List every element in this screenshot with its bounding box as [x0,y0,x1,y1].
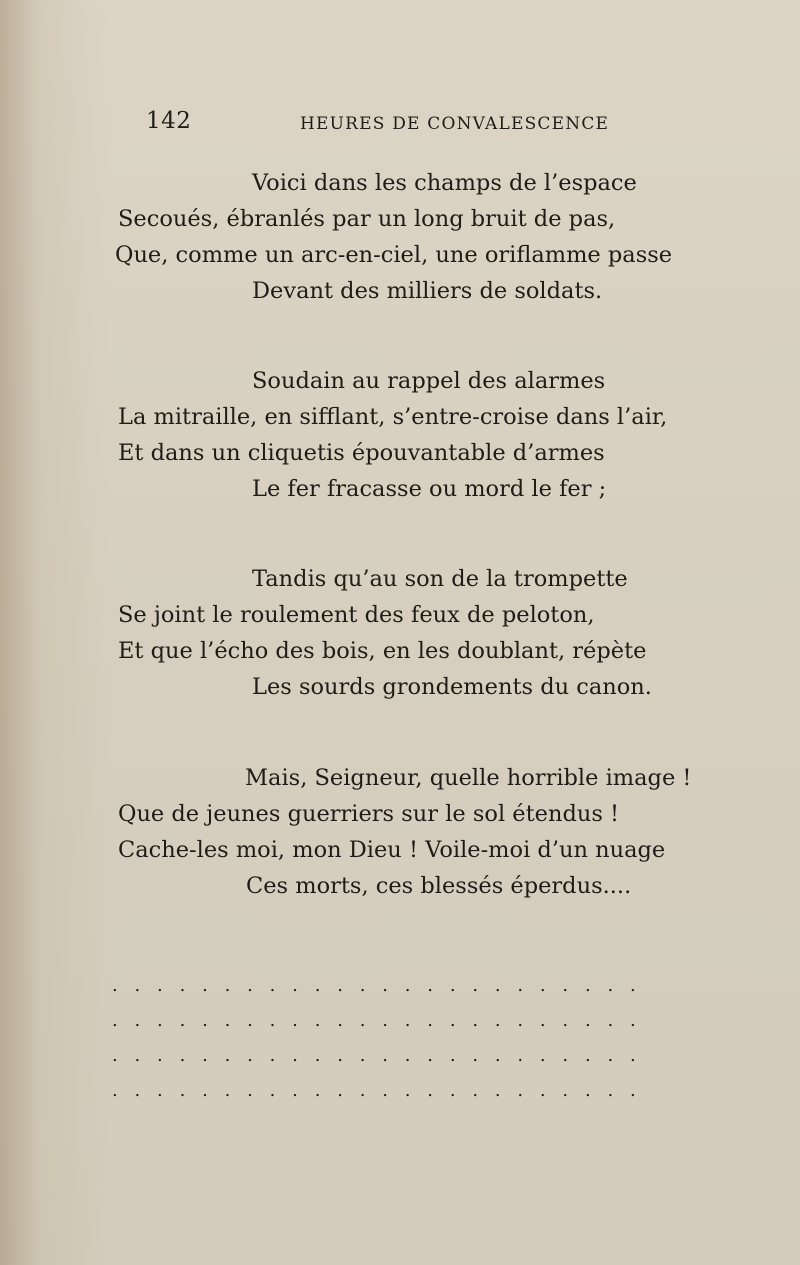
verse-line: Se joint le roulement des feux de peloton, [118,602,595,628]
verse-line: Mais, Seigneur, quelle horrible image ! [245,765,692,791]
verse-line: Que, comme un arc-en-ciel, une oriflamme passe [115,242,673,268]
ellipsis-row: ........................ [112,975,653,996]
ellipsis-row: ........................ [112,1010,653,1031]
verse-line: Et que l’écho des bois, en les doublant, répète [118,638,647,664]
verse-line: Que de jeunes guerriers sur le sol étendus ! [118,801,620,827]
ellipsis-block [112,968,712,1108]
verse-line: Devant des milliers de soldats. [252,278,603,304]
page-header [0,108,800,138]
verse-line: Le fer fracasse ou mord le fer ; [252,476,607,502]
verse-line: Les sourds grondements du canon. [252,674,652,700]
running-title: HEURES DE CONVALESCENCE [300,114,610,134]
verse-line: Tandis qu’au son de la trompette [252,566,628,592]
verse-line: Soudain au rappel des alarmes [252,368,606,394]
ellipsis-row: ........................ [112,1080,653,1101]
page-number: 142 [146,108,192,134]
verse-line: Ces morts, ces blessés éperdus.... [246,873,632,899]
verse-line: Et dans un cliquetis épouvantable d’armes [118,440,605,466]
ellipsis-row: ........................ [112,1045,653,1066]
verse-line: Voici dans les champs de l’espace [252,170,637,196]
verse-line: La mitraille, en sifflant, s’entre-croise dans l’air, [118,404,668,430]
verse-line: Cache-les moi, mon Dieu ! Voile-moi d’un nuage [118,837,666,863]
verse-line: Secoués, ébranlés par un long bruit de pas, [118,206,616,232]
